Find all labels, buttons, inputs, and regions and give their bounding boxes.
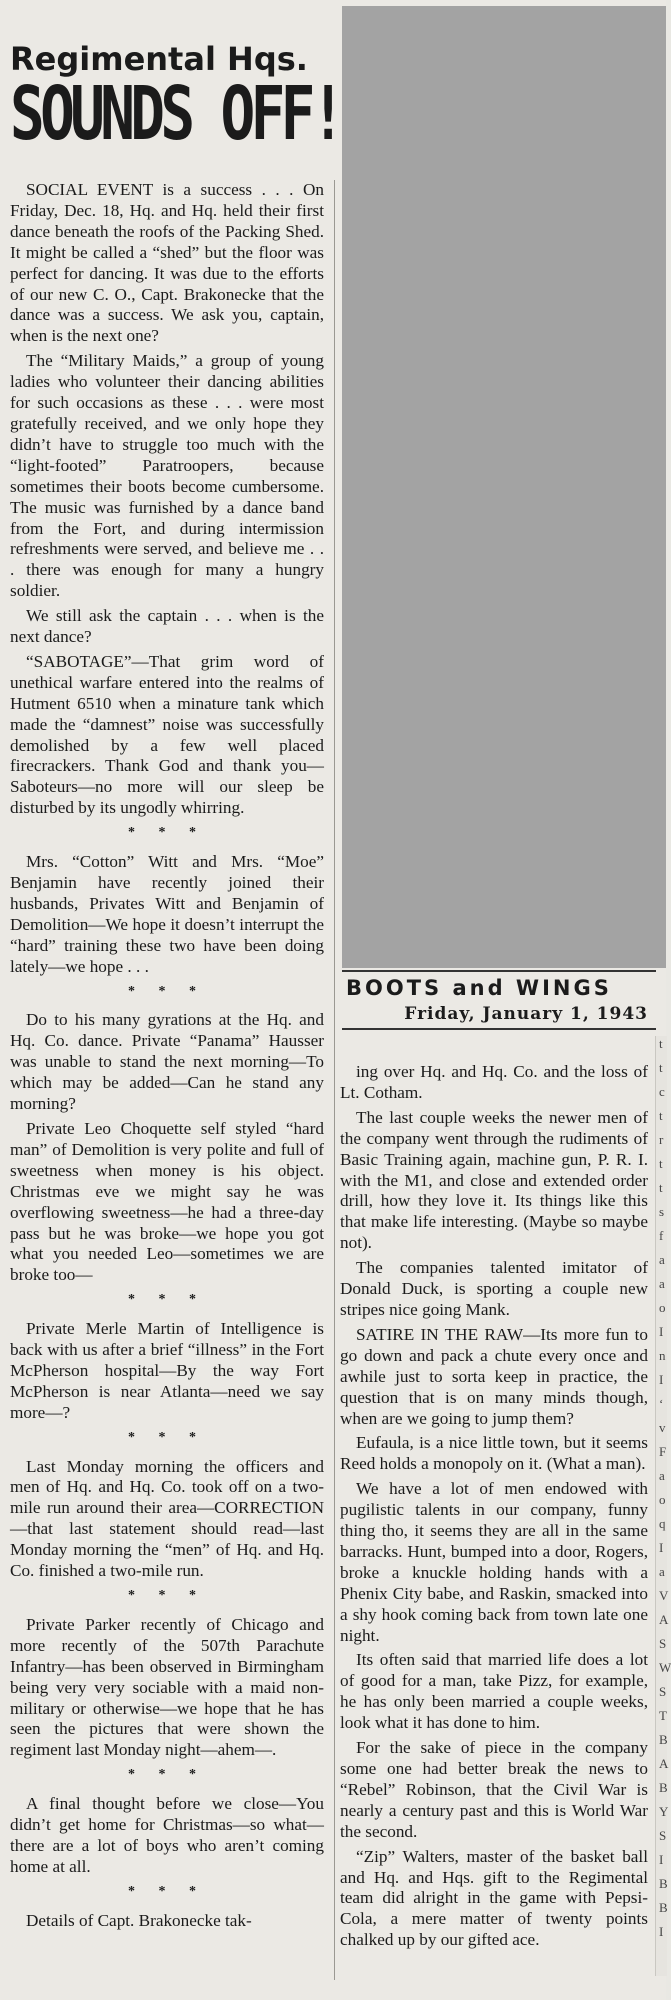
article-paragraph: The “Military Maids,” a group of young ladies who volunteer their dancing abilities for such occasions as these . . . were most gratefully received, and we only hope they didn’t have to struggle too much with the “light-footed” Paratroopers, because sometimes their boots become cumbersome. The music was furnished by a dance band from the Fort, and during intermission refreshments were served, and believe me . . . there was enough for many a hungry soldier.	[10, 351, 324, 601]
edge-letter: r	[659, 1132, 664, 1147]
adjacent-column-fragment	[655, 1036, 671, 1976]
edge-letter: t	[659, 1108, 663, 1123]
article-paragraph: Details of Capt. Brakonecke tak-	[26, 1910, 252, 1930]
section-separator: * * *	[128, 1767, 206, 1783]
edge-letter: t	[659, 1060, 663, 1075]
article-paragraph: Last Monday morning the officers and men of Hq. and Hq. Co. took off on a two-mile run around their area—CORRECTION—that last statement should read—last Monday morning the “men” of Hq. and Hq. Co. finished a two-mile run.	[10, 1456, 324, 1581]
edge-letter: ‘	[659, 1396, 664, 1411]
article-paragraph: “SABOTAGE”—That grim word of unethical warfare entered into the realms of Hutment 6510 when a minature tank which made the “damnest” noise was successfully demolished by a few well placed firecrackers. Thank God and thank you—Saboteurs—no more will our sleep be disturbed by its ungodly whirring.	[10, 651, 324, 818]
edge-letter: o	[659, 1300, 666, 1315]
article-paragraph: Do to his many gyrations at the Hq. and Hq. Co. dance. Private “Panama” Hausser was unable to stand the next morning—To which may be added—Can he stand any morning?	[10, 1010, 324, 1114]
article-paragraph: “Zip” Walters, master of the basket ball and Hq. and Hqs. gift to the Regimental team did alright in the game with Pepsi-Cola, a mere matter of twenty points chalked up by our gifted ace.	[340, 1846, 648, 1950]
section-separator: * * *	[128, 1429, 206, 1445]
section-separator: * * *	[128, 1588, 206, 1603]
edge-letter: S	[659, 1684, 667, 1699]
headline-title: SOUNDS OFF!	[10, 71, 341, 157]
article-paragraph: SOCIAL EVENT is a success . . . On Friday, Dec. 18, Hq. and Hq. held their first dance beneath the roofs of the Packing Shed. It might be called a “shed” but the floor was perfect for dancing. It was due to the efforts of our new C. O., Capt. Brakonecke that the dance was a success. We ask you, captain, when is the next one?	[10, 180, 324, 346]
article-paragraph: Its often said that married life does a lot of good for a man, take Pizz, for example, he has only been married a couple weeks, look what it has done to him.	[340, 1650, 648, 1733]
edge-letter: Y	[659, 1804, 669, 1819]
edge-letter: W	[659, 1660, 671, 1675]
publication-name: BOOTS and WINGS	[346, 976, 612, 1000]
column-rule	[334, 180, 335, 1980]
article-column-left	[10, 180, 324, 1936]
article-paragraph: Private Merle Martin of Intelligence is back with us after a brief “illness” in the Fort McPherson hospital—By the way Fort McPherson is near Atlanta—need we say more—?	[10, 1319, 324, 1422]
edge-letter: q	[659, 1516, 666, 1531]
edge-letter: A	[659, 1756, 669, 1771]
section-separator: * * *	[128, 1883, 206, 1899]
article-paragraph: We still ask the captain . . . when is the next dance?	[10, 606, 324, 647]
edge-letter: I	[659, 1324, 664, 1339]
edge-letter: v	[659, 1420, 666, 1435]
article-paragraph: A final thought before we close—You didn’t get home for Christmas—so what—there are a lot of boys who aren’t coming home at all.	[10, 1794, 324, 1876]
edge-letter: S	[659, 1636, 667, 1651]
edge-letter: V	[659, 1588, 669, 1603]
edge-letter: S	[659, 1828, 667, 1843]
article-paragraph: We have a lot of men endowed with pugilistic talents in our company, funny thing tho, it seems they are all in the same barracks. Hunt, bumped into a door, Rogers, broke a knuckle holding hands with a Phenix City babe, and Raskin, smacked into a shy hook coming back from town late one night.	[340, 1479, 648, 1645]
edge-letter: B	[659, 1780, 668, 1795]
section-separator: * * *	[128, 1292, 206, 1308]
article-paragraph: For the sake of piece in the company some one had better break the news to “Rebel” Robinson, that the Civil War is nearly a century past and this is World War the second.	[340, 1738, 648, 1841]
publication-date: Friday, January 1, 1943	[404, 1004, 648, 1024]
edge-letter: F	[659, 1444, 667, 1459]
edge-letter: f	[659, 1228, 664, 1243]
edge-letter: T	[659, 1708, 667, 1723]
edge-letter: s	[659, 1204, 665, 1219]
article-column-right	[340, 1062, 648, 1955]
masthead-banner	[342, 970, 656, 1030]
edge-letter: a	[659, 1276, 665, 1291]
headline-kicker: Regimental Hqs.	[10, 40, 308, 78]
edge-letter: I	[659, 1924, 664, 1939]
article-paragraph: Private Leo Choquette self styled “hard man” of Demolition is very polite and full of sweetness when money is his object. Christmas eve we might say he was overflowing sweetness—he had a three-day pass but he was broke—we hope you got what you needed Leo—sometimes we are broke too—	[10, 1118, 324, 1285]
edge-letter: I	[659, 1540, 664, 1555]
article-paragraph: ing over Hq. and Hq. Co. and the loss of Lt. Cotham.	[340, 1062, 648, 1102]
article-paragraph: The companies talented imitator of Donald Duck, is sporting a couple new stripes nice going Mank.	[340, 1258, 648, 1319]
redacted-gray-area	[342, 6, 666, 968]
edge-letter: I	[659, 1372, 664, 1387]
edge-letter: a	[659, 1564, 665, 1579]
edge-letter: t	[659, 1156, 663, 1171]
section-separator: * * *	[128, 825, 206, 841]
edge-letter: B	[659, 1876, 668, 1891]
article-paragraph: The last couple weeks the newer men of the company went through the rudiments of Basic Training again, machine gun, P. R. I. with the M1, and close and extended order drill, how they love it. Its things like this that make life interesting. (Maybe so maybe not).	[340, 1107, 648, 1253]
edge-letter: a	[659, 1468, 665, 1483]
edge-letter: c	[659, 1084, 665, 1099]
section-separator: * * *	[128, 983, 206, 999]
edge-letter: o	[659, 1492, 666, 1507]
edge-letter: I	[659, 1852, 664, 1867]
edge-letter: n	[659, 1348, 666, 1363]
edge-letter: B	[659, 1732, 668, 1747]
edge-letter: t	[659, 1036, 663, 1051]
article-paragraph: Eufaula, is a nice little town, but it seems Reed holds a monopoly on it. (What a man).	[340, 1433, 648, 1474]
article-paragraph: Private Parker recently of Chicago and more recently of the 507th Parachute Infantry—has been observed in Birmingham being very very sociable with a maid non-military or otherwise—we hope that he has seen the pictures that were shown the regiment last Monday night—ahem—.	[10, 1614, 324, 1760]
edge-letter: A	[659, 1612, 669, 1627]
edge-letter: t	[659, 1180, 663, 1195]
article-paragraph: Mrs. “Cotton” Witt and Mrs. “Moe” Benjamin have recently joined their husbands, Privates Witt and Benjamin of Demolition—We hope it doesn’t interrupt the “hard” training these two have been doing lately—we hope . . .	[10, 852, 324, 976]
edge-letter: B	[659, 1900, 668, 1915]
article-paragraph: SATIRE IN THE RAW—Its more fun to go down and pack a chute every once and awhile just to sorta keep in practice, the question that is on many minds though, when are we going to jump them?	[340, 1324, 648, 1428]
edge-letter: a	[659, 1252, 665, 1267]
